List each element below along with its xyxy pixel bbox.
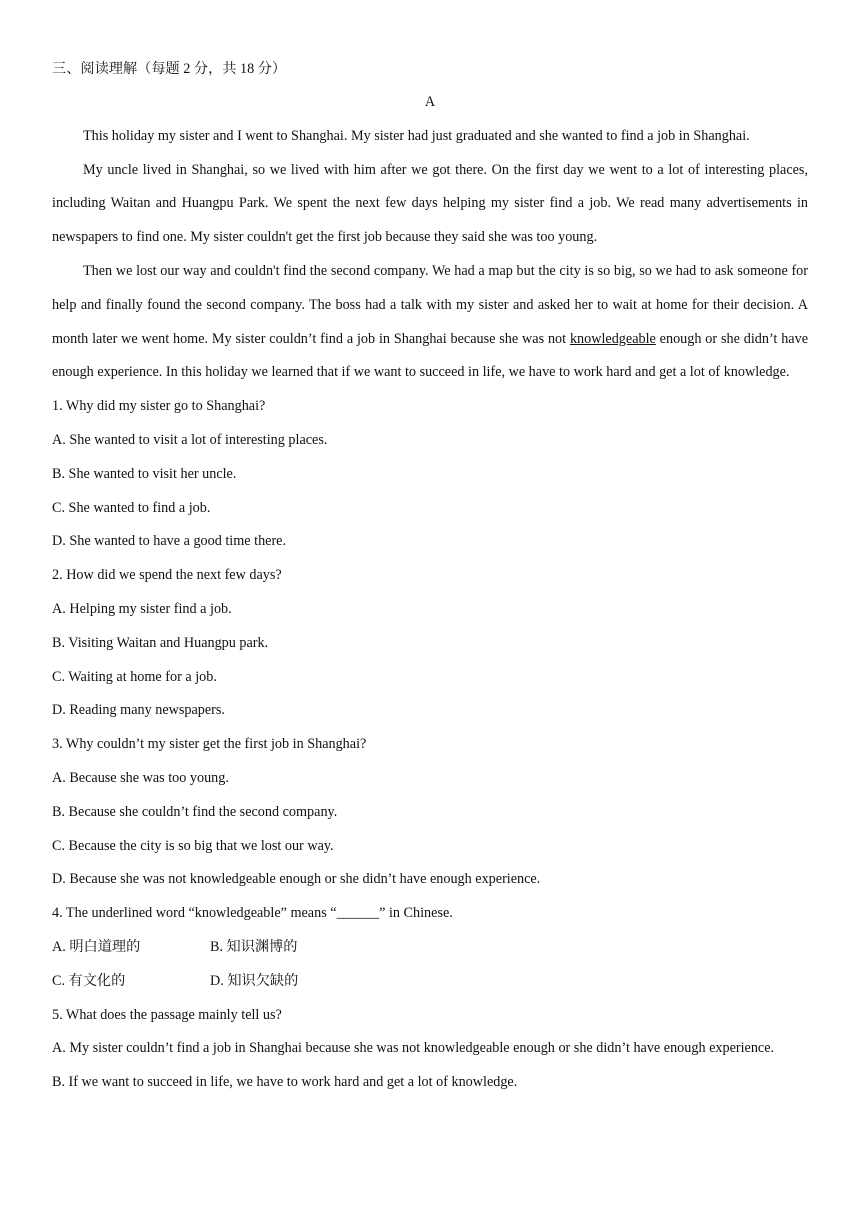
section-title: 三、阅读理解（每题 2 分，共 18 分） bbox=[52, 61, 287, 77]
question-5-stem: 5. What does the passage mainly tell us? bbox=[52, 1006, 282, 1023]
question-4-option-a: A. 明白道理的 bbox=[52, 938, 141, 955]
question-4-option-d: D. 知识欠缺的 bbox=[210, 972, 299, 989]
question-4-options-row-1 bbox=[52, 931, 808, 965]
question-2-stem: 2. How did we spend the next few days? bbox=[52, 567, 282, 584]
question-2-option-d: D. Reading many newspapers. bbox=[52, 702, 225, 719]
passage-paragraph-1: This holiday my sister and I went to Shanghai. My sister had just graduated and she wanted to find a job in Shanghai. bbox=[83, 127, 750, 144]
question-4-option-b: B. 知识渊博的 bbox=[210, 938, 298, 955]
question-1-option-c: C. She wanted to find a job. bbox=[52, 499, 211, 516]
paragraph-3-text-before: Then we lost our way and couldn't find the second company. We had a map but the city is so big, so we had to ask someone for help and finally found the second company. The boss had a talk with my sister and asked her to wait at home for their decision. A month later we went home. My sister couldn’t find a job in Shanghai because she was not bbox=[52, 262, 808, 347]
question-3-option-a: A. Because she was too young. bbox=[52, 769, 229, 786]
question-1-option-b: B. She wanted to visit her uncle. bbox=[52, 465, 237, 482]
question-1-stem: 1. Why did my sister go to Shanghai? bbox=[52, 398, 266, 415]
question-5-option-a: A. My sister couldn’t find a job in Shanghai because she was not knowledgeable enough or she didn’t have enough experience. bbox=[52, 1040, 775, 1057]
question-3-stem: 3. Why couldn’t my sister get the first job in Shanghai? bbox=[52, 736, 367, 753]
passage-label: A bbox=[424, 94, 436, 110]
question-4-option-c: C. 有文化的 bbox=[52, 972, 126, 989]
question-5-option-b: B. If we want to succeed in life, we have to work hard and get a lot of knowledge. bbox=[52, 1074, 518, 1091]
passage-paragraph-3 bbox=[52, 255, 808, 390]
question-4-stem: 4. The underlined word “knowledgeable” means “______” in Chinese. bbox=[52, 905, 453, 922]
document-page bbox=[52, 52, 808, 1100]
question-1-option-a: A. She wanted to visit a lot of interesting places. bbox=[52, 431, 328, 448]
question-1-option-d: D. She wanted to have a good time there. bbox=[52, 533, 287, 550]
question-3-option-d: D. Because she was not knowledgeable enough or she didn’t have enough experience. bbox=[52, 871, 541, 888]
question-3-option-c: C. Because the city is so big that we lost our way. bbox=[52, 837, 334, 854]
question-3-option-b: B. Because she couldn’t find the second company. bbox=[52, 803, 338, 820]
question-4-options-row-2 bbox=[52, 965, 808, 999]
underlined-word: knowledgeable bbox=[569, 330, 656, 347]
question-2-option-b: B. Visiting Waitan and Huangpu park. bbox=[52, 634, 269, 651]
passage-paragraph-2: My uncle lived in Shanghai, so we lived with him after we got there. On the first day we went to a lot of interesting places, including Waitan and Huangpu Park. We spent the next few days helping my sister find a job. We read many advertisements in newspapers to find one. My sister couldn't get the first job because they said she was too young. bbox=[52, 161, 808, 246]
question-2-option-c: C. Waiting at home for a job. bbox=[52, 668, 217, 685]
question-2-option-a: A. Helping my sister find a job. bbox=[52, 600, 232, 617]
paragraph-3-text-after: enough or she didn’t have enough experience. In this holiday we learned that if we want to succeed in life, we have to work hard and get a lot of knowledge. bbox=[52, 330, 808, 381]
